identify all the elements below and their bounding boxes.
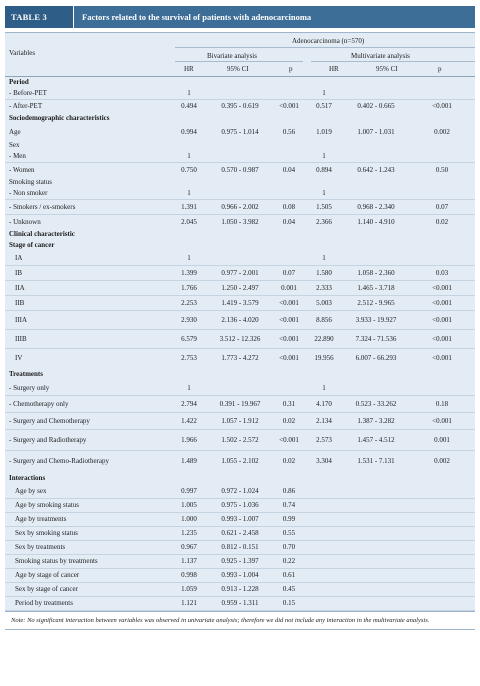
col-p-bivariate: p xyxy=(289,65,293,73)
cell-p-bivariate: 0.74 xyxy=(282,501,296,509)
cell-p-multivariate: <0.001 xyxy=(432,315,452,324)
row-label: Sex by stage of cancer xyxy=(15,585,78,593)
cell-ci-bivariate: 0.395 - 0.619 xyxy=(221,101,259,110)
cell-ci-multivariate: 1.465 - 3.718 xyxy=(357,283,395,292)
cell-p-multivariate: 0.50 xyxy=(435,165,449,174)
table-row xyxy=(5,597,475,611)
row-label: Treatments xyxy=(9,369,43,378)
cell-ci-multivariate: 1.387 - 3.282 xyxy=(357,416,395,425)
row-label: - Before-PET xyxy=(9,88,47,97)
row-label: IB xyxy=(15,268,22,277)
cell-ci-bivariate: 3.512 - 12.326 xyxy=(219,334,261,343)
cell-ci-bivariate: 1.502 - 2.572 xyxy=(221,435,259,444)
cell-ci-bivariate: 0.925 - 1.397 xyxy=(221,557,259,565)
table-row xyxy=(5,266,475,281)
row-label: Interactions xyxy=(9,473,46,482)
section-header xyxy=(5,112,475,124)
cell-hr-multivariate: 4.170 xyxy=(316,399,332,408)
row-label: Smoking status xyxy=(9,177,52,186)
col-ci-multivariate: 95% CI xyxy=(376,65,398,73)
cell-ci-bivariate: 0.993 - 1.004 xyxy=(221,571,259,579)
table-row xyxy=(5,555,475,569)
cell-hr-bivariate: 1 xyxy=(187,151,191,160)
row-label: - Surgery and Chemo-Radiotherapy xyxy=(9,456,109,465)
cell-ci-bivariate: 0.570 - 0.987 xyxy=(221,165,259,174)
table-row xyxy=(5,140,475,150)
cell-p-bivariate: 0.04 xyxy=(282,165,296,174)
table-row xyxy=(5,413,475,430)
table-title-bar xyxy=(5,6,475,28)
section-header xyxy=(5,229,475,239)
cell-hr-bivariate: 0.994 xyxy=(181,127,197,136)
cell-p-bivariate: 0.04 xyxy=(282,217,296,226)
cell-hr-multivariate: 1 xyxy=(322,253,326,262)
cell-ci-bivariate: 0.966 - 2.002 xyxy=(221,202,259,211)
cell-hr-multivariate: 1 xyxy=(322,383,326,392)
cell-hr-bivariate: 1 xyxy=(187,188,191,197)
cell-ci-bivariate: 0.913 - 1.228 xyxy=(221,585,259,593)
table-row xyxy=(5,330,475,349)
cell-p-multivariate: 0.002 xyxy=(434,127,450,136)
table-row xyxy=(5,381,475,396)
table-row xyxy=(5,124,475,140)
group-header: Adenocarcinoma (n=570) xyxy=(292,37,365,45)
cell-hr-bivariate: 0.997 xyxy=(181,487,197,495)
cell-p-bivariate: 0.56 xyxy=(282,127,296,136)
row-label: Sex by smoking status xyxy=(15,529,78,537)
cell-p-bivariate: 0.70 xyxy=(282,543,296,551)
cell-ci-bivariate: 0.391 - 19.967 xyxy=(219,399,261,408)
table-row xyxy=(5,541,475,555)
cell-hr-bivariate: 1.422 xyxy=(181,416,197,425)
cell-p-bivariate: 0.86 xyxy=(282,487,296,495)
cell-ci-multivariate: 1.140 - 4.910 xyxy=(357,217,395,226)
cell-hr-bivariate: 2.253 xyxy=(181,298,197,307)
table-label: TABLE 3 xyxy=(5,6,74,28)
row-label: - Women xyxy=(9,165,35,174)
cell-hr-bivariate: 0.494 xyxy=(181,101,197,110)
cell-hr-multivariate: 22.890 xyxy=(314,334,334,343)
table-row xyxy=(5,177,475,187)
table-row xyxy=(5,215,475,229)
col-hr-multivariate: HR xyxy=(329,65,339,73)
cell-hr-bivariate: 0.967 xyxy=(181,543,197,551)
row-label: Sociodemographic characteristics xyxy=(9,113,110,122)
cell-ci-bivariate: 0.975 - 1.036 xyxy=(221,501,259,509)
row-label: IIIB xyxy=(15,334,27,343)
cell-ci-multivariate: 0.523 - 33.262 xyxy=(355,399,397,408)
table-row xyxy=(5,87,475,100)
row-label: Stage of cancer xyxy=(9,240,55,249)
cell-ci-multivariate: 2.512 - 9.965 xyxy=(357,298,395,307)
col-ci-bivariate: 95% CI xyxy=(227,65,249,73)
table-row xyxy=(5,430,475,451)
cell-hr-bivariate: 1.766 xyxy=(181,283,197,292)
table-row xyxy=(5,281,475,296)
row-label: - After-PET xyxy=(9,101,43,110)
cell-hr-bivariate: 1.137 xyxy=(181,557,197,565)
cell-hr-multivariate: 1 xyxy=(322,88,326,97)
cell-p-bivariate: 0.22 xyxy=(282,557,296,565)
cell-p-bivariate: 0.45 xyxy=(282,585,296,593)
row-label: Period by treatments xyxy=(15,599,73,607)
data-table xyxy=(5,32,475,612)
table-body xyxy=(5,77,475,611)
cell-ci-multivariate: 1.531 - 7.131 xyxy=(357,456,395,465)
row-label: - Surgery only xyxy=(9,383,50,392)
cell-p-bivariate: <0.001 xyxy=(279,435,299,444)
table-row xyxy=(5,485,475,499)
row-label: - Smokers / ex-smokers xyxy=(9,202,76,211)
cell-ci-multivariate: 1.007 - 1.031 xyxy=(357,127,395,136)
table-row xyxy=(5,583,475,597)
cell-p-multivariate: <0.001 xyxy=(432,298,452,307)
cell-hr-bivariate: 1.005 xyxy=(181,501,197,509)
cell-p-bivariate: <0.001 xyxy=(279,101,299,110)
cell-ci-bivariate: 0.812 - 0.151 xyxy=(221,543,259,551)
table-row xyxy=(5,349,475,367)
row-label: - Non smoker xyxy=(9,188,48,197)
cell-ci-bivariate: 0.972 - 1.024 xyxy=(221,487,259,495)
cell-ci-multivariate: 0.642 - 1.243 xyxy=(357,165,395,174)
cell-hr-bivariate: 2.045 xyxy=(181,217,197,226)
cell-hr-bivariate: 1.059 xyxy=(181,585,197,593)
cell-hr-multivariate: 1.580 xyxy=(316,268,332,277)
cell-hr-bivariate: 2.753 xyxy=(181,353,197,362)
row-label: Sex xyxy=(9,140,20,149)
table-row xyxy=(5,499,475,513)
cell-hr-bivariate: 1.489 xyxy=(181,456,197,465)
table-row xyxy=(5,311,475,330)
cell-p-bivariate: <0.001 xyxy=(279,334,299,343)
table-row xyxy=(5,527,475,541)
cell-ci-bivariate: 1.057 - 1.912 xyxy=(221,416,259,425)
cell-p-bivariate: 0.07 xyxy=(282,268,296,277)
cell-hr-bivariate: 1.235 xyxy=(181,529,197,537)
cell-p-multivariate: 0.07 xyxy=(435,202,449,211)
row-label: - Chemotherapy only xyxy=(9,399,69,408)
cell-hr-bivariate: 2.930 xyxy=(181,315,197,324)
row-label: Age by sex xyxy=(15,487,47,495)
row-label: Sex by treatments xyxy=(15,543,66,551)
cell-ci-multivariate: 0.968 - 2.340 xyxy=(357,202,395,211)
cell-ci-bivariate: 0.977 - 2.001 xyxy=(221,268,259,277)
table-row xyxy=(5,187,475,200)
cell-p-bivariate: 0.02 xyxy=(282,416,296,425)
cell-ci-bivariate: 0.959 - 1.311 xyxy=(221,599,259,607)
cell-hr-bivariate: 1 xyxy=(187,253,191,262)
cell-ci-multivariate: 1.058 - 2.360 xyxy=(357,268,395,277)
cell-p-bivariate: 0.55 xyxy=(282,529,296,537)
cell-ci-multivariate: 0.402 - 0.665 xyxy=(357,101,395,110)
cell-ci-multivariate: 1.457 - 4.512 xyxy=(357,435,395,444)
cell-ci-bivariate: 1.250 - 2.497 xyxy=(221,283,259,292)
cell-ci-multivariate: 6.007 - 66.293 xyxy=(355,353,397,362)
cell-p-multivariate: 0.002 xyxy=(434,456,450,465)
row-label: IIB xyxy=(15,298,25,307)
cell-hr-multivariate: 0.517 xyxy=(316,101,332,110)
cell-hr-bivariate: 0.750 xyxy=(181,165,197,174)
row-label: - Men xyxy=(9,151,26,160)
cell-hr-bivariate: 1.391 xyxy=(181,202,197,211)
table-note: Note: No significant interaction between variables was observed in univariate analysis; therefore we did not include any interaction in the multivariate analysis. xyxy=(5,612,475,630)
cell-hr-bivariate: 2.794 xyxy=(181,399,197,408)
cell-hr-bivariate: 1 xyxy=(187,88,191,97)
cell-ci-multivariate: 7.324 - 71.536 xyxy=(355,334,397,343)
cell-hr-multivariate: 0.894 xyxy=(316,165,332,174)
cell-p-bivariate: <0.001 xyxy=(279,315,299,324)
cell-ci-bivariate: 0.621 - 2.458 xyxy=(221,529,259,537)
row-label: Age by stage of cancer xyxy=(15,571,80,579)
cell-ci-bivariate: 0.975 - 1.014 xyxy=(221,127,259,136)
cell-hr-multivariate: 2.333 xyxy=(316,283,332,292)
cell-p-bivariate: 0.31 xyxy=(282,399,296,408)
cell-hr-bivariate: 1.399 xyxy=(181,268,197,277)
section-header xyxy=(5,239,475,251)
cell-hr-bivariate: 6.579 xyxy=(181,334,197,343)
table-row xyxy=(5,451,475,471)
cell-hr-bivariate: 1.121 xyxy=(181,599,197,607)
cell-p-bivariate: 0.99 xyxy=(282,515,296,523)
row-label: Smoking status by treatments xyxy=(15,557,98,565)
cell-ci-bivariate: 1.773 - 4.272 xyxy=(221,353,259,362)
cell-hr-multivariate: 2.573 xyxy=(316,435,332,444)
cell-p-multivariate: 0.02 xyxy=(435,217,449,226)
cell-p-multivariate: 0.18 xyxy=(435,399,449,408)
cell-hr-multivariate: 2.366 xyxy=(316,217,332,226)
col-p-multivariate: p xyxy=(438,65,442,73)
table-row xyxy=(5,296,475,311)
cell-p-bivariate: 0.61 xyxy=(282,571,296,579)
cell-p-bivariate: 0.02 xyxy=(282,456,296,465)
table-row xyxy=(5,396,475,413)
cell-hr-multivariate: 19.956 xyxy=(314,353,334,362)
cell-p-multivariate: <0.001 xyxy=(432,101,452,110)
cell-p-multivariate: <0.001 xyxy=(432,334,452,343)
cell-p-multivariate: <0.001 xyxy=(432,416,452,425)
table-figure xyxy=(5,6,475,630)
cell-p-bivariate: <0.001 xyxy=(279,353,299,362)
cell-hr-bivariate: 1 xyxy=(187,383,191,392)
cell-hr-multivariate: 1.505 xyxy=(316,202,332,211)
cell-hr-multivariate: 8.856 xyxy=(316,315,332,324)
table-header xyxy=(5,33,475,77)
cell-ci-bivariate: 1.050 - 3.982 xyxy=(221,217,259,226)
cell-p-multivariate: 0.03 xyxy=(435,268,449,277)
cell-p-multivariate: <0.001 xyxy=(432,353,452,362)
table-row xyxy=(5,163,475,177)
cell-ci-multivariate: 3.933 - 19.927 xyxy=(355,315,397,324)
section-header xyxy=(5,367,475,381)
table-title: Factors related to the survival of patients with adenocarcinoma xyxy=(74,6,475,28)
cell-ci-bivariate: 1.055 - 2.102 xyxy=(221,456,259,465)
table-row xyxy=(5,100,475,112)
cell-hr-multivariate: 2.134 xyxy=(316,416,332,425)
row-label: - Surgery and Chemotherapy xyxy=(9,416,90,425)
cell-hr-bivariate: 1.966 xyxy=(181,435,197,444)
table-row xyxy=(5,251,475,266)
row-label: Clinical characteristic xyxy=(9,229,75,238)
cell-p-multivariate: <0.001 xyxy=(432,283,452,292)
table-row xyxy=(5,150,475,163)
cell-hr-bivariate: 1.000 xyxy=(181,515,197,523)
section-header xyxy=(5,77,475,87)
row-label: IIA xyxy=(15,283,25,292)
cell-hr-bivariate: 0.998 xyxy=(181,571,197,579)
cell-p-bivariate: 0.08 xyxy=(282,202,296,211)
table-row xyxy=(5,200,475,215)
section-header xyxy=(5,471,475,485)
cell-hr-multivariate: 1.019 xyxy=(316,127,332,136)
row-label: - Surgery and Radiotherapy xyxy=(9,435,87,444)
cell-ci-bivariate: 0.993 - 1.007 xyxy=(221,515,259,523)
cell-hr-multivariate: 1 xyxy=(322,188,326,197)
cell-hr-multivariate: 5.003 xyxy=(316,298,332,307)
row-label: IA xyxy=(15,253,23,262)
cell-hr-multivariate: 3.304 xyxy=(316,456,332,465)
cell-p-bivariate: <0.001 xyxy=(279,298,299,307)
table-row xyxy=(5,513,475,527)
row-label: Age by smoking status xyxy=(15,501,79,509)
row-label: Period xyxy=(9,77,29,86)
variables-header: Variables xyxy=(9,49,36,57)
col-hr-bivariate: HR xyxy=(184,65,194,73)
table-row xyxy=(5,569,475,583)
row-label: Age by treatments xyxy=(15,515,67,523)
cell-hr-multivariate: 1 xyxy=(322,151,326,160)
row-label: - Unknown xyxy=(9,217,41,226)
cell-ci-bivariate: 1.419 - 3.579 xyxy=(221,298,259,307)
multivariate-header: Multivariate analysis xyxy=(351,52,410,60)
cell-p-bivariate: 0.001 xyxy=(281,283,297,292)
cell-p-multivariate: 0.001 xyxy=(434,435,450,444)
cell-ci-bivariate: 2.136 - 4.020 xyxy=(221,315,259,324)
cell-p-bivariate: 0.15 xyxy=(282,599,296,607)
row-label: IV xyxy=(15,353,23,362)
row-label: Age xyxy=(9,127,21,136)
row-label: IIIA xyxy=(15,315,28,324)
bivariate-header: Bivariate analysis xyxy=(207,52,257,60)
